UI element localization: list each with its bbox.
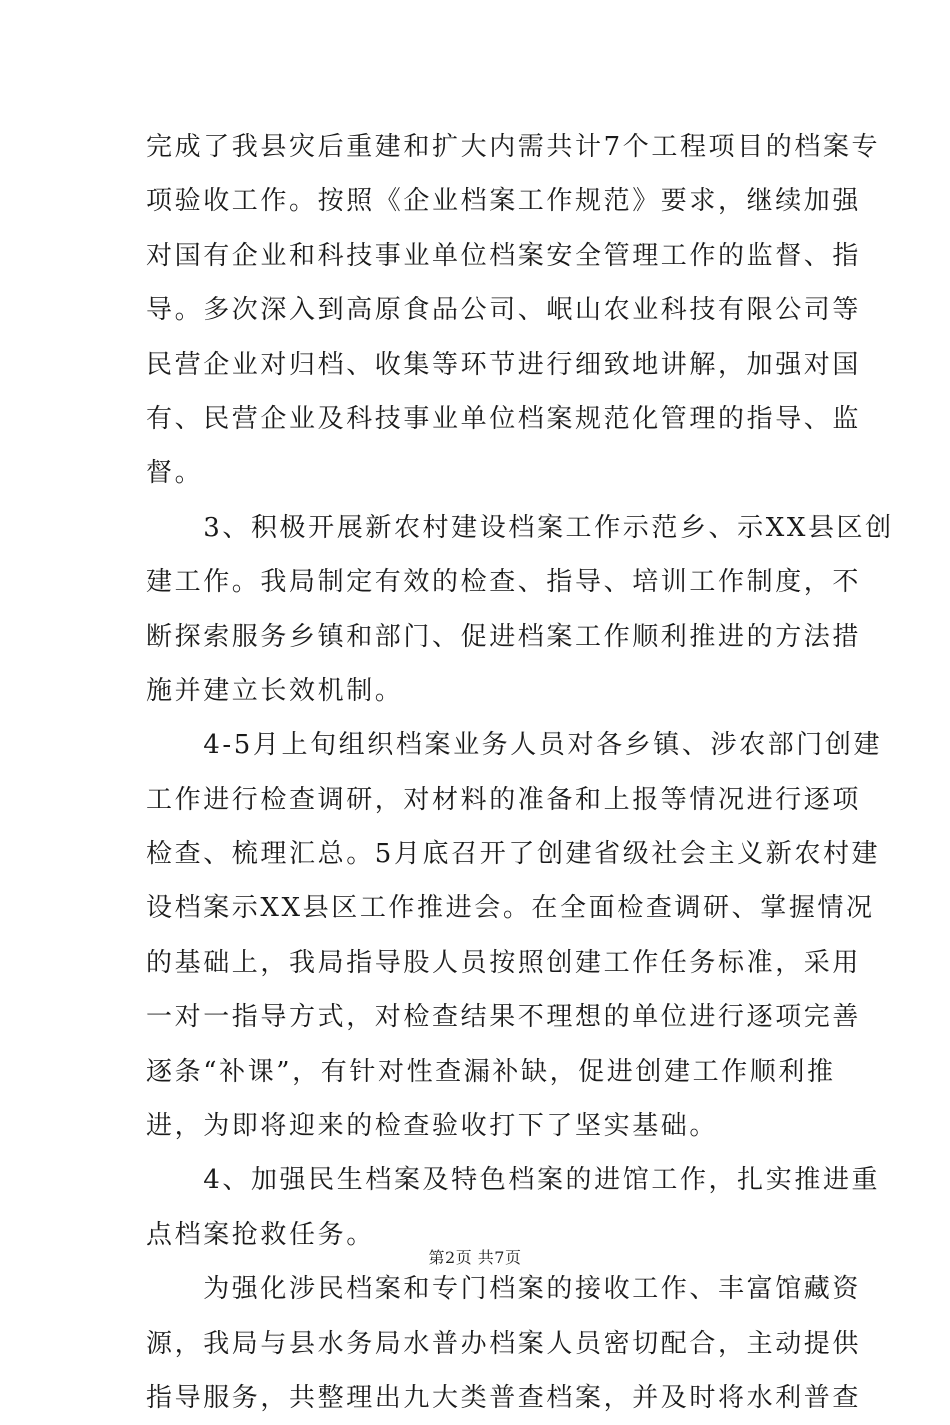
text-line: 断探索服务乡镇和部门、促进档案工作顺利推进的方法措	[146, 621, 862, 652]
text-line: 完成了我县灾后重建和扩大内需共计7个工程项目的档案专	[146, 132, 881, 162]
text-line: 3、积极开展新农村建设档案工作示范乡、示XX县区创	[146, 512, 894, 543]
text-line: 民营企业对归档、收集等环节进行细致地讲解，加强对国	[146, 349, 862, 380]
text-line: 对国有企业和科技事业单位档案安全管理工作的监督、指	[146, 240, 862, 271]
text-line: 指导服务，共整理出九大类普查档案，并及时将水利普查	[146, 1382, 862, 1413]
text-line: 检查、梳理汇总。5月底召开了创建省级社会主义新农村建	[146, 839, 881, 870]
page-number-footer: 第2页 共7页	[428, 1248, 522, 1267]
text-line: 点档案抢救任务。	[146, 1219, 375, 1250]
text-line: 有、民营企业及科技事业单位档案规范化管理的指导、监	[146, 403, 862, 434]
text-line: 4-5月上旬组织档案业务人员对各乡镇、涉农部门创建	[146, 730, 883, 761]
text-line: 施并建立长效机制。	[146, 675, 404, 706]
text-line: 4、加强民生档案及特色档案的进馆工作，扎实推进重	[146, 1165, 881, 1196]
text-line: 导。多次深入到高原食品公司、岷山农业科技有限公司等	[146, 295, 862, 326]
text-line: 一对一指导方式，对检查结果不理想的单位进行逐项完善	[146, 1002, 862, 1033]
document-body	[146, 120, 894, 1425]
text-line: 建工作。我局制定有效的检查、指导、培训工作制度，不	[146, 567, 862, 598]
text-line: 进，为即将迎来的检查验收打下了坚实基础。	[146, 1111, 719, 1142]
text-line: 的基础上，我局指导股人员按照创建工作任务标准，采用	[146, 947, 862, 978]
text-line: 逐条“补课”，有针对性查漏补缺，促进创建工作顺利推	[146, 1056, 836, 1087]
text-line: 项验收工作。按照《企业档案工作规范》要求，继续加强	[146, 186, 862, 217]
text-line: 源，我局与县水务局水普办档案人员密切配合，主动提供	[146, 1328, 862, 1359]
text-line: 督。	[146, 458, 204, 489]
text-line: 为强化涉民档案和专门档案的接收工作、丰富馆藏资	[146, 1274, 862, 1305]
text-line: 工作进行检查调研，对材料的准备和上报等情况进行逐项	[146, 784, 862, 815]
text-line: 设档案示XX县区工作推进会。在全面检查调研、掌握情况	[146, 893, 875, 924]
